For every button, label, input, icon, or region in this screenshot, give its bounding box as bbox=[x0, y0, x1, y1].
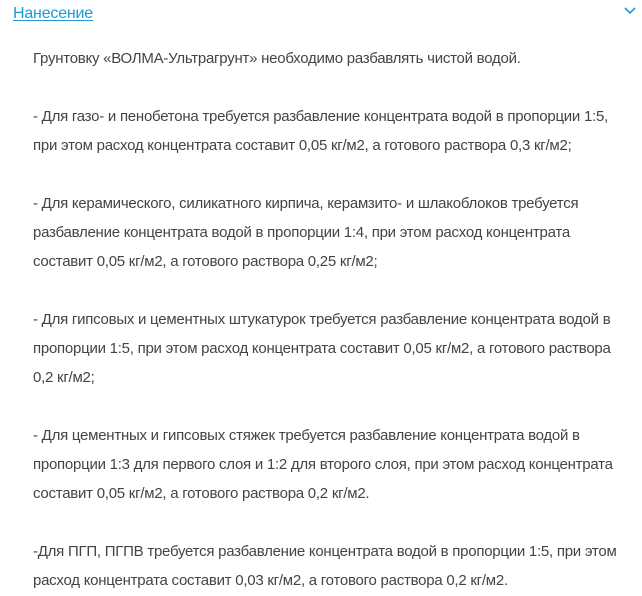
section-content bbox=[33, 44, 623, 595]
paragraph-brick-blocks: - Для керамического, силикатного кирпича, керамзито- и шлакоблоков требуется разбавление концентрата водой в пропорции 1:4, при этом расход концентрата составит 0,05 кг/м2, а готового раствора 0,25 кг/м2; bbox=[33, 195, 579, 270]
accordion-header[interactable] bbox=[0, 0, 642, 28]
section-title-link[interactable]: Нанесение bbox=[13, 5, 93, 22]
paragraph-aerated-concrete: - Для газо- и пенобетона требуется разбавление концентрата водой в пропорции 1:5, при этом расход концентрата составит 0,05 кг/м2, а готового раствора 0,3 кг/м2; bbox=[33, 108, 608, 154]
paragraph-screeds: - Для цементных и гипсовых стяжек требуется разбавление концентрата водой в пропорции 1:3 для первого слоя и 1:2 для второго слоя, при этом расход концентрата составит 0,05 кг/м2, а готового раствора 0,2 кг/м2. bbox=[33, 427, 613, 502]
intro-paragraph: Грунтовку «ВОЛМА-Ультрагрунт» необходимо разбавлять чистой водой. bbox=[33, 50, 521, 67]
chevron-down-icon[interactable] bbox=[622, 3, 638, 19]
paragraph-plasters: - Для гипсовых и цементных штукатурок требуется разбавление концентрата водой в пропорции 1:5, при этом расход концентрата составит 0,05 кг/м2, а готового раствора 0,2 кг/м2; bbox=[33, 311, 611, 386]
paragraph-pgp: -Для ПГП, ПГПВ требуется разбавление концентрата водой в пропорции 1:5, при этом расход концентрата составит 0,03 кг/м2, а готового раствора 0,2 кг/м2. bbox=[33, 543, 617, 589]
